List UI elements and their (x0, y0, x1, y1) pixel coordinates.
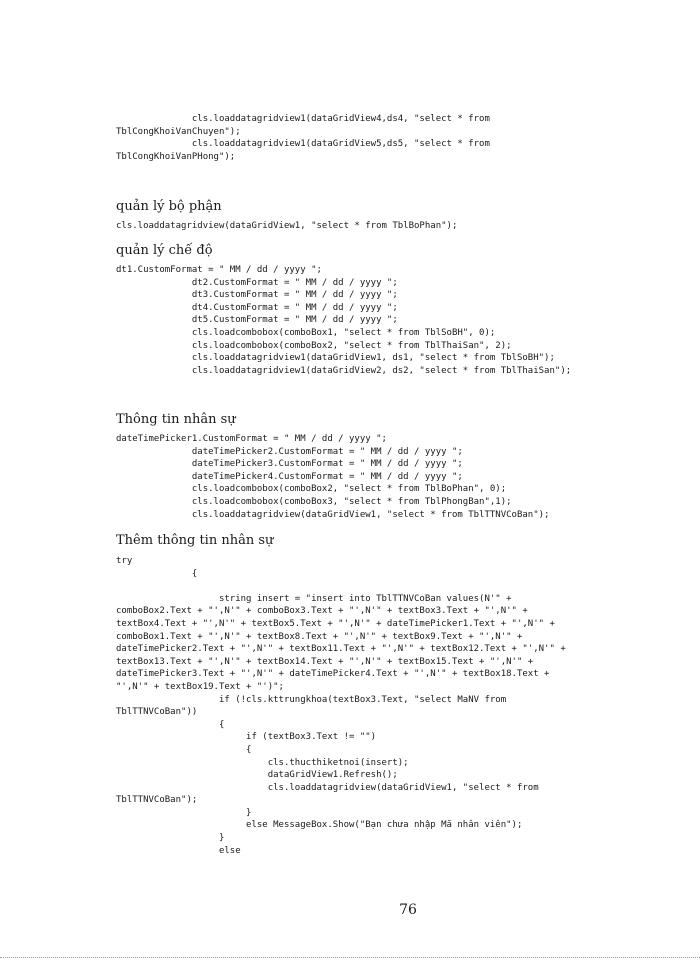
section-heading-them-thong-tin-nhan-su: Thêm thông tin nhân sự (116, 533, 274, 548)
code-block-them-nhan-su: try { string insert = "insert into TblTTNVCoBan values(N'" + comboBox2.Text + "',N'" + comboBox3.Text + "',N'" + textBox3.Text + "',N'" + textBox4.Text + "',N'" + textBox5.Text + "',N'" + dateTimePicker1.Text + "',N'" + comboBox1.Text + "',N'" + textBox8.Text + "',N'" + textBox9.Text + "',N'" + dateTimePicker2.Text + "',N'" + textBox11.Text + "',N'" + textBox12.Text + "',N'" + textBox13.Text + "',N'" + textBox14.Text + "',N'" + textBox15.Text + "',N'" + dateTimePicker3.Text + "',N'" + dateTimePicker4.Text + "',N'" + textBox18.Text + "',N'" + textBox19.Text + "')"; if (!cls.kttrungkhoa(textBox3.Text, "select MaNV from TblTTNVCoBan")) { if (textBox3.Text != "") { cls.thucthiketnoi(insert); dataGridView1.Refresh(); cls.loaddatagridview(dataGridView1, "select * from TblTTNVCoBan"); } else MessageBox.Show("Bạn chưa nhập Mã nhân viên"); } else (116, 556, 566, 856)
footer-dotted-rule (0, 957, 700, 958)
section-heading-quan-ly-bo-phan: quản lý bộ phận (116, 199, 222, 214)
page-number: 76 (399, 902, 417, 918)
code-block-datagrid-congkhoi: cls.loaddatagridview1(dataGridView4,ds4, "select * from TblCongKhoiVanChuyen"); cls.loaddatagridview1(dataGridView5,ds5, "select * from TblCongKhoiVanPHong"); (116, 114, 490, 162)
code-block-thong-tin-nhan-su: dateTimePicker1.CustomFormat = " MM / dd / yyyy "; dateTimePicker2.CustomFormat = " MM / dd / yyyy "; dateTimePicker3.CustomFormat = " MM / dd / yyyy "; dateTimePicker4.CustomFormat = " MM / dd / yyyy "; cls.loadcombobox(comboBox2, "select * from TblBoPhan", 0); cls.loadcombobox(comboBox3, "select * from TblPhongBan",1); cls.loaddatagridview(dataGridView1, "select * from TblTTNVCoBan"); (116, 434, 550, 520)
section-heading-quan-ly-che-do: quản lý chế độ (116, 243, 213, 258)
code-block-che-do: dt1.CustomFormat = " MM / dd / yyyy "; dt2.CustomFormat = " MM / dd / yyyy "; dt3.CustomFormat = " MM / dd / yyyy "; dt4.CustomFormat = " MM / dd / yyyy "; dt5.CustomFormat = " MM / dd / yyyy "; cls.loadcombobox(comboBox1, "select * from TblSoBH", 0); cls.loadcombobox(comboBox2, "select * from TblThaiSan", 2); cls.loaddatagridview1(dataGridView1, ds1, "select * from TblSoBH"); cls.loaddatagridview1(dataGridView2, ds2, "select * from TblThaiSan"); (116, 265, 572, 376)
code-block-bo-phan: cls.loaddatagridview(dataGridView1, "select * from TblBoPhan"); (116, 221, 458, 231)
section-heading-thong-tin-nhan-su: Thông tin nhân sự (116, 412, 236, 427)
